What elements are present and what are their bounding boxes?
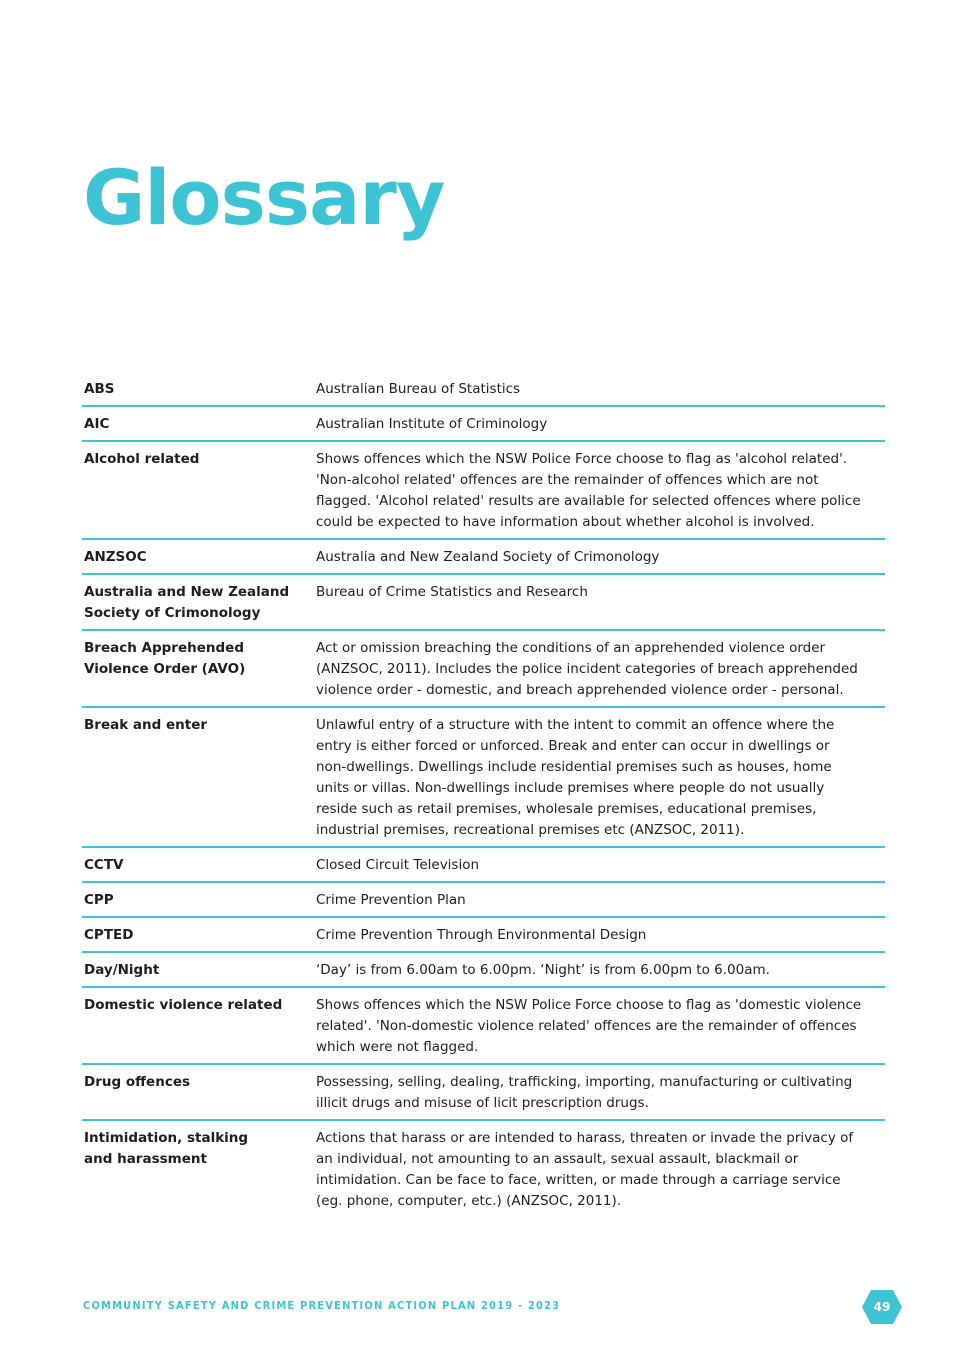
glossary-definition: Australia and New Zealand Society of Crimonology (316, 549, 660, 565)
glossary-definition: Possessing, selling, dealing, trafficking, importing, manufacturing or cultivating illicit drugs and misuse of licit prescription drugs. (316, 1074, 853, 1111)
glossary-row (82, 708, 885, 848)
glossary-term: AIC (84, 416, 110, 432)
glossary-term: CPTED (84, 927, 134, 943)
glossary-term: Australia and New Zealand Society of Crimonology (84, 584, 290, 621)
page-number: 49 (873, 1300, 891, 1314)
glossary-definition: Australian Institute of Criminology (316, 416, 548, 432)
glossary-term: Day/Night (84, 962, 160, 978)
glossary-term: Break and enter (84, 717, 208, 733)
glossary-term: Drug offences (84, 1074, 191, 1090)
glossary-row (82, 372, 885, 407)
glossary-definition: Act or omission breaching the conditions of an apprehended violence order (ANZSOC, 2011). Includes the police incident categories of breach apprehended violence order - domestic, and breach apprehended violence order - personal. (316, 640, 858, 698)
glossary-definition: Unlawful entry of a structure with the intent to commit an offence where the entry is either forced or unforced. Break and enter can occur in dwellings or non-dwellings. Dwellings include residential premises such as houses, home units or villas. Non-dwellings include premises where people do not usually reside such as retail premises, wholesale premises, educational premises, industrial premises, recreational premises etc (ANZSOC, 2011). (316, 717, 835, 838)
glossary-definition: Actions that harass or are intended to harass, threaten or invade the privacy of an individual, not amounting to an assault, sexual assault, blackmail or intimidation. Can be face to face, written, or made through a carriage service (eg. phone, computer, etc.) (ANZSOC, 2011). (316, 1130, 854, 1209)
glossary-row (82, 575, 885, 631)
glossary-term: Breach Apprehended Violence Order (AVO) (84, 640, 246, 677)
glossary-definition: Closed Circuit Television (316, 857, 480, 873)
glossary-row (82, 540, 885, 575)
glossary-definition: Crime Prevention Plan (316, 892, 466, 908)
glossary-term: Domestic violence related (84, 997, 283, 1013)
glossary-definition: Shows offences which the NSW Police Force choose to flag as 'alcohol related'. 'Non-alcohol related' offences are the remainder of offences which are not flagged. 'Alcohol related' results are available for selected offences where police could be expected to have information about whether alcohol is involved. (316, 451, 861, 530)
glossary-definition: Bureau of Crime Statistics and Research (316, 584, 588, 600)
page-number-badge (861, 1289, 903, 1325)
glossary-definition: Crime Prevention Through Environmental Design (316, 927, 647, 943)
glossary-row (82, 1121, 885, 1217)
glossary-definition: Australian Bureau of Statistics (316, 381, 521, 397)
glossary-term: ABS (84, 381, 115, 397)
glossary-term: Alcohol related (84, 451, 200, 467)
glossary-definition: ‘Day’ is from 6.00am to 6.00pm. ‘Night’ is from 6.00pm to 6.00am. (316, 962, 770, 978)
glossary-row (82, 988, 885, 1065)
glossary-definition: Shows offences which the NSW Police Force choose to flag as 'domestic violence related'. 'Non-domestic violence related' offences are the remainder of offences which were not flagged. (316, 997, 862, 1055)
glossary-row (82, 1065, 885, 1121)
glossary-term: CPP (84, 892, 114, 908)
glossary-row (82, 407, 885, 442)
glossary-row (82, 631, 885, 708)
glossary-term: ANZSOC (84, 549, 147, 565)
glossary-row (82, 918, 885, 953)
footer-publication-title: COMMUNITY SAFETY AND CRIME PREVENTION ACTION PLAN 2019 - 2023 (83, 1299, 561, 1312)
glossary-row (82, 953, 885, 988)
glossary-term: CCTV (84, 857, 124, 873)
glossary-table (82, 372, 885, 1217)
glossary-row (82, 883, 885, 918)
glossary-row (82, 848, 885, 883)
glossary-term: Intimidation, stalking and harassment (84, 1130, 249, 1167)
page-title: Glossary (83, 153, 445, 242)
glossary-row (82, 442, 885, 540)
